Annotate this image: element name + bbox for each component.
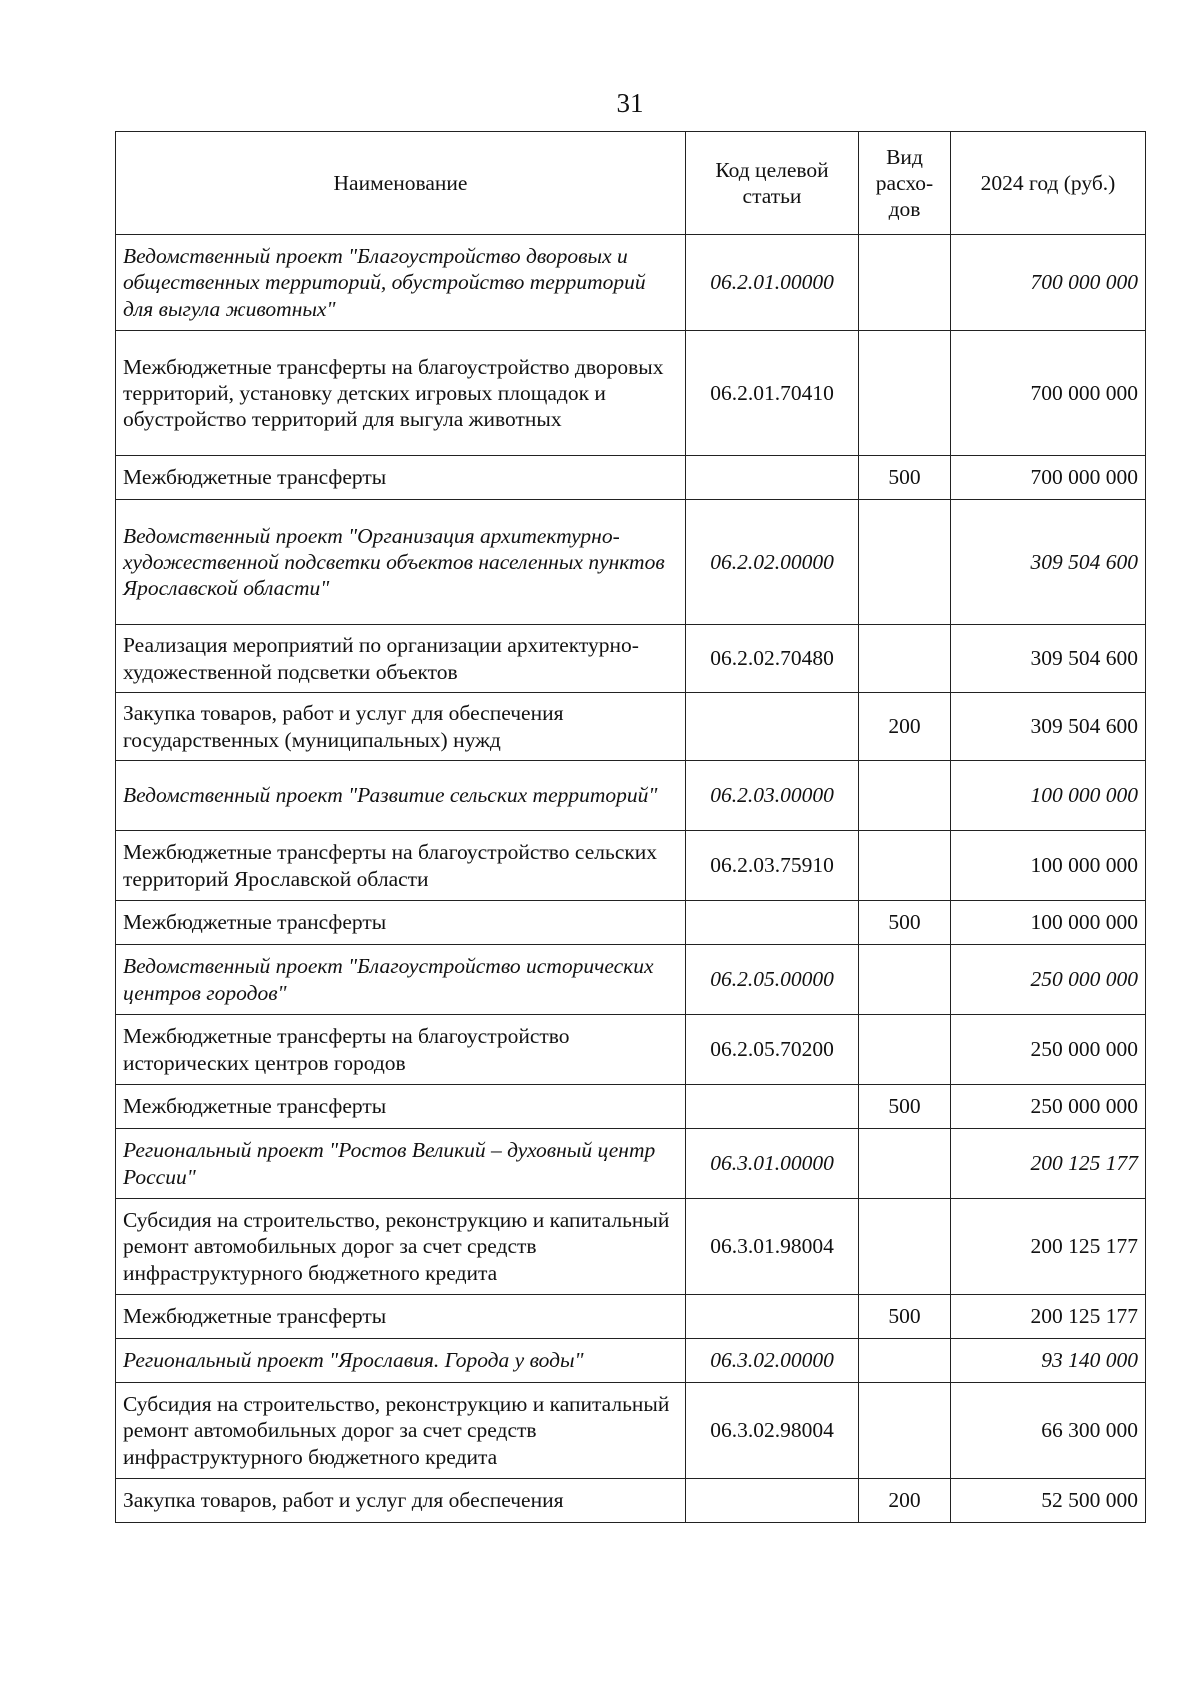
cell-type: [859, 331, 951, 456]
header-name: Наименование: [116, 132, 686, 235]
table-row: [116, 500, 1146, 625]
cell-name: Региональный проект "Ярославия. Города у воды": [116, 1339, 686, 1383]
cell-code: 06.3.02.00000: [686, 1339, 859, 1383]
cell-amount: 66 300 000: [951, 1383, 1146, 1479]
table-row: [116, 901, 1146, 945]
cell-amount: 700 000 000: [951, 331, 1146, 456]
cell-type: [859, 831, 951, 901]
table-row: [116, 1129, 1146, 1199]
header-type: Вид расхо-дов: [859, 132, 951, 235]
cell-code: 06.3.02.98004: [686, 1383, 859, 1479]
cell-name: Межбюджетные трансферты: [116, 1295, 686, 1339]
table-row: [116, 761, 1146, 831]
cell-code: 06.2.05.00000: [686, 945, 859, 1015]
cell-name: Региональный проект "Ростов Великий – духовный центр России": [116, 1129, 686, 1199]
cell-code: [686, 901, 859, 945]
cell-code: 06.3.01.98004: [686, 1199, 859, 1295]
table-row: [116, 831, 1146, 901]
cell-amount: 700 000 000: [951, 235, 1146, 331]
cell-type: [859, 625, 951, 693]
table-row: [116, 331, 1146, 456]
cell-amount: 250 000 000: [951, 1085, 1146, 1129]
cell-amount: 200 125 177: [951, 1295, 1146, 1339]
page-number: 31: [616, 88, 644, 118]
cell-code: [686, 1085, 859, 1129]
table-row: [116, 1383, 1146, 1479]
cell-name: Ведомственный проект "Развитие сельских территорий": [116, 761, 686, 831]
cell-amount: 250 000 000: [951, 945, 1146, 1015]
cell-type: [859, 1383, 951, 1479]
cell-name: Ведомственный проект "Благоустройство исторических центров городов": [116, 945, 686, 1015]
cell-code: 06.2.05.70200: [686, 1015, 859, 1085]
cell-name: Ведомственный проект "Благоустройство дворовых и общественных территорий, обустройство территорий для выгула животных": [116, 235, 686, 331]
cell-name: Реализация мероприятий по организации архитектурно-художественной подсветки объектов: [116, 625, 686, 693]
cell-code: [686, 1479, 859, 1523]
cell-type: [859, 1199, 951, 1295]
cell-code: 06.3.01.00000: [686, 1129, 859, 1199]
table-row: [116, 1199, 1146, 1295]
budget-table: [115, 131, 1146, 1523]
table-row: [116, 1295, 1146, 1339]
cell-type: [859, 1129, 951, 1199]
table-row: [116, 1479, 1146, 1523]
cell-code: 06.2.01.70410: [686, 331, 859, 456]
cell-name: Межбюджетные трансферты на благоустройство исторических центров городов: [116, 1015, 686, 1085]
header-amount: 2024 год (руб.): [951, 132, 1146, 235]
cell-code: 06.2.03.00000: [686, 761, 859, 831]
cell-amount: 200 125 177: [951, 1199, 1146, 1295]
table-body: [116, 235, 1146, 1523]
cell-name: Ведомственный проект "Организация архитектурно-художественной подсветки объектов населенных пунктов Ярославской области": [116, 500, 686, 625]
cell-amount: 700 000 000: [951, 456, 1146, 500]
cell-name: Закупка товаров, работ и услуг для обеспечения государственных (муниципальных) нужд: [116, 693, 686, 761]
cell-type: 500: [859, 901, 951, 945]
cell-name: Межбюджетные трансферты: [116, 901, 686, 945]
cell-amount: 250 000 000: [951, 1015, 1146, 1085]
cell-name: Межбюджетные трансферты на благоустройство дворовых территорий, установку детских игровых площадок и обустройство территорий для выгула животных: [116, 331, 686, 456]
cell-code: [686, 456, 859, 500]
cell-name: Межбюджетные трансферты на благоустройство сельских территорий Ярославской области: [116, 831, 686, 901]
cell-amount: 100 000 000: [951, 831, 1146, 901]
cell-amount: 309 504 600: [951, 500, 1146, 625]
cell-type: 200: [859, 693, 951, 761]
cell-name: Межбюджетные трансферты: [116, 1085, 686, 1129]
cell-code: 06.2.01.00000: [686, 235, 859, 331]
header-code: Код целевой статьи: [686, 132, 859, 235]
cell-code: 06.2.03.75910: [686, 831, 859, 901]
cell-type: 200: [859, 1479, 951, 1523]
cell-name: Субсидия на строительство, реконструкцию и капитальный ремонт автомобильных дорог за счет средств инфраструктурного бюджетного кредита: [116, 1383, 686, 1479]
cell-amount: 52 500 000: [951, 1479, 1146, 1523]
table-row: [116, 456, 1146, 500]
cell-type: [859, 1339, 951, 1383]
table-row: [116, 235, 1146, 331]
cell-type: [859, 945, 951, 1015]
cell-amount: 100 000 000: [951, 761, 1146, 831]
cell-code: 06.2.02.70480: [686, 625, 859, 693]
cell-type: [859, 235, 951, 331]
cell-amount: 100 000 000: [951, 901, 1146, 945]
cell-code: 06.2.02.00000: [686, 500, 859, 625]
cell-amount: 309 504 600: [951, 625, 1146, 693]
cell-name: Межбюджетные трансферты: [116, 456, 686, 500]
cell-type: 500: [859, 1295, 951, 1339]
table-row: [116, 1015, 1146, 1085]
table-row: [116, 1085, 1146, 1129]
cell-type: [859, 500, 951, 625]
cell-type: [859, 761, 951, 831]
cell-amount: 93 140 000: [951, 1339, 1146, 1383]
table-row: [116, 1339, 1146, 1383]
table-row: [116, 693, 1146, 761]
cell-name: Субсидия на строительство, реконструкцию и капитальный ремонт автомобильных дорог за счет средств инфраструктурного бюджетного кредита: [116, 1199, 686, 1295]
cell-amount: 309 504 600: [951, 693, 1146, 761]
cell-name: Закупка товаров, работ и услуг для обеспечения: [116, 1479, 686, 1523]
table-row: [116, 945, 1146, 1015]
cell-code: [686, 1295, 859, 1339]
table-header-row: [116, 132, 1146, 235]
table-row: [116, 625, 1146, 693]
cell-type: [859, 1015, 951, 1085]
cell-type: 500: [859, 1085, 951, 1129]
cell-amount: 200 125 177: [951, 1129, 1146, 1199]
cell-code: [686, 693, 859, 761]
cell-type: 500: [859, 456, 951, 500]
